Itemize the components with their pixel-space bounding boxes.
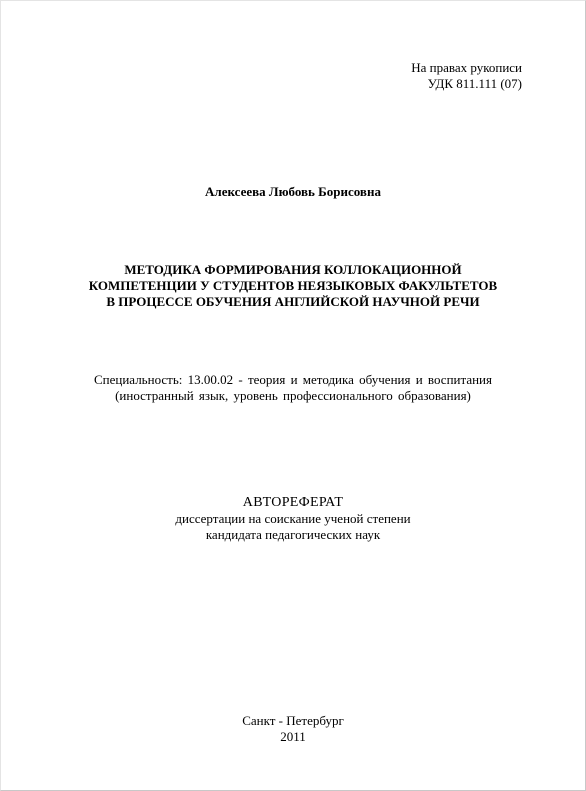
publication-footer xyxy=(0,713,586,745)
abstract-line-1: диссертации на соискание ученой степени xyxy=(175,511,411,526)
publication-year: 2011 xyxy=(280,729,306,744)
manuscript-rights-label: На правах рукописи xyxy=(411,60,522,75)
abstract-heading: АВТОРЕФЕРАТ xyxy=(242,495,344,510)
abstract-line-2: кандидата педагогических наук xyxy=(205,527,381,542)
specialty-line-1: Специальность: 13.00.02 - теория и методика обучения и воспитания xyxy=(94,372,492,387)
title-line-3: В ПРОЦЕССЕ ОБУЧЕНИЯ АНГЛИЙСКОЙ НАУЧНОЙ РЕЧИ xyxy=(106,294,480,309)
dissertation-title xyxy=(0,262,586,310)
specialty-line-2: (иностранный язык, уровень профессионального образования) xyxy=(115,388,471,403)
publication-city: Санкт - Петербург xyxy=(242,713,344,728)
abstract-block xyxy=(0,495,586,543)
specialty-block xyxy=(0,372,586,404)
author-name: Алексеева Любовь Борисовна xyxy=(205,184,381,199)
title-line-1: МЕТОДИКА ФОРМИРОВАНИЯ КОЛЛОКАЦИОННОЙ xyxy=(124,262,462,277)
title-line-2: КОМПЕТЕНЦИИ У СТУДЕНТОВ НЕЯЗЫКОВЫХ ФАКУЛЬТЕТОВ xyxy=(88,278,498,293)
udc-code: УДК 811.111 (07) xyxy=(427,76,522,91)
manuscript-rights-block xyxy=(411,60,522,92)
